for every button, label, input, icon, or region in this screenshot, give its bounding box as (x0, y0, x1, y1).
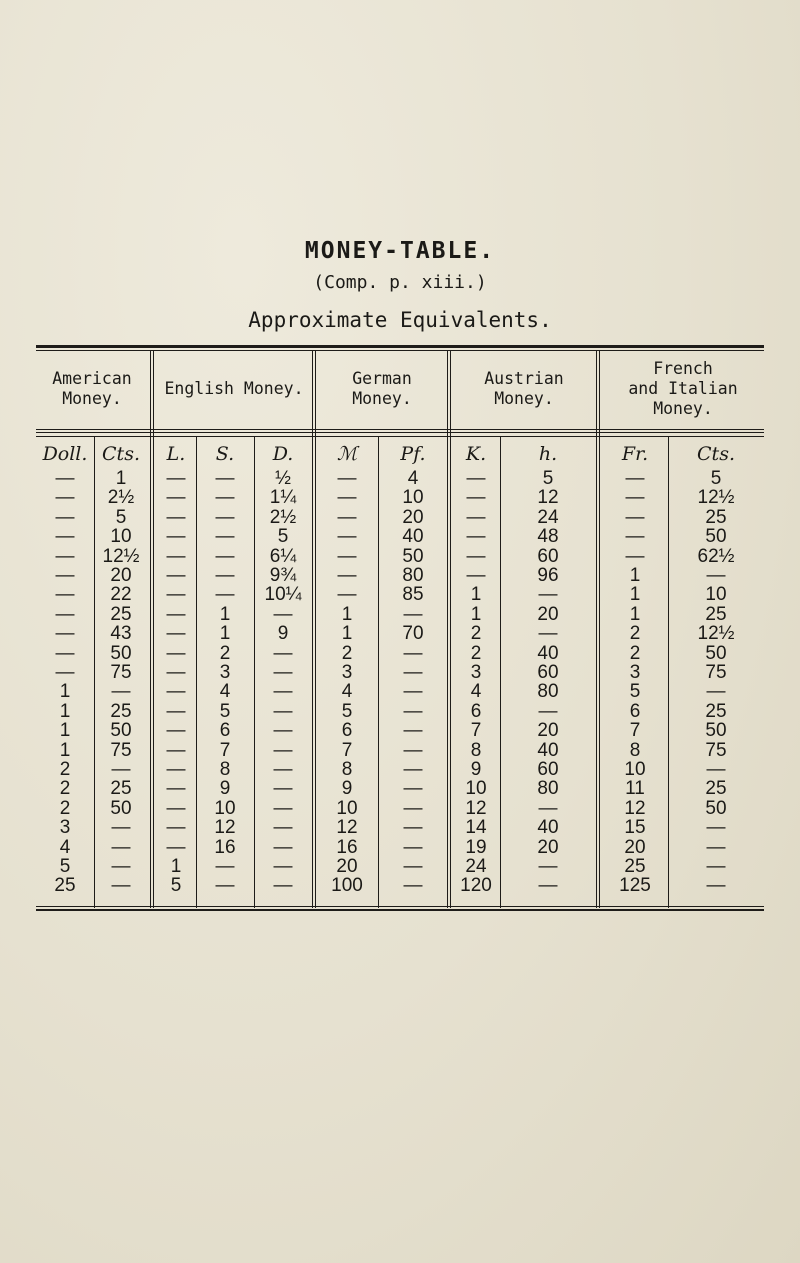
table-cell: — (466, 506, 486, 528)
table-cell: — (166, 565, 186, 586)
table-row (36, 663, 764, 683)
table-cell: 25 (624, 856, 646, 877)
table-rule (36, 345, 764, 348)
table-cell: 5 (710, 468, 722, 489)
table-cell: — (166, 603, 186, 625)
table-cell: 25 (110, 700, 132, 722)
table-cell: 3 (629, 662, 641, 683)
table-rule (36, 350, 764, 351)
table-cell: — (538, 797, 558, 819)
table-cell: — (273, 856, 293, 877)
table-cell: 50 (705, 642, 727, 664)
table-cell: — (273, 603, 293, 625)
table-cell: — (403, 817, 423, 839)
table-cell: — (111, 875, 131, 897)
table-cell: 7 (219, 739, 231, 761)
table-cell: — (273, 739, 293, 761)
table-cell: — (337, 506, 357, 528)
table-cell: 2 (629, 623, 641, 645)
table-cell: 25 (110, 778, 132, 800)
table-cell: 100 (331, 875, 363, 897)
table-cell: 80 (537, 681, 559, 703)
table-cell: — (166, 584, 186, 606)
table-cell: — (273, 662, 293, 683)
table-cell: 25 (705, 700, 727, 722)
table-cell: — (403, 603, 423, 625)
table-cell: 9 (341, 778, 353, 800)
table-cell: — (273, 681, 293, 703)
table-cell: 9 (470, 759, 482, 780)
table-cell: 7 (629, 720, 641, 742)
table-cell: 43 (110, 623, 132, 645)
column-header: K. (465, 443, 487, 465)
table-cell: 80 (537, 778, 559, 800)
table-cell: — (625, 468, 645, 489)
table-cell: — (403, 642, 423, 664)
table-cell: — (166, 797, 186, 819)
table-cell: — (466, 468, 486, 489)
table-cell: 10¼ (264, 584, 302, 606)
table-cell: — (466, 526, 486, 548)
table-row (36, 779, 764, 799)
table-cell: 1 (59, 700, 71, 722)
table-cell: — (111, 681, 131, 703)
table-cell: — (403, 739, 423, 761)
table-cell: 1 (115, 468, 127, 489)
table-row (36, 876, 764, 896)
table-cell: 2 (470, 623, 482, 645)
table-cell: — (403, 700, 423, 722)
table-cell: 1 (59, 739, 71, 761)
column-header: Cts. (102, 443, 140, 465)
table-cell: — (403, 778, 423, 800)
table-row (36, 799, 764, 819)
table-cell: — (166, 681, 186, 703)
table-cell: 8 (629, 739, 641, 761)
table-cell: 7 (341, 739, 353, 761)
table-cell: 1 (341, 603, 353, 625)
table-cell: 12 (537, 487, 559, 509)
table-cell: 2 (59, 797, 71, 819)
table-cell: 20 (537, 720, 559, 742)
table-cell: — (215, 506, 235, 528)
currency-group-header: American Money. (52, 369, 132, 408)
table-cell: 6¼ (269, 545, 297, 567)
table-cell: 25 (54, 875, 76, 897)
table-cell: 20 (402, 506, 424, 528)
currency-group-header: French and Italian Money. (628, 359, 738, 418)
table-cell: 1 (170, 856, 182, 877)
table-cell: 12 (624, 797, 646, 819)
table-cell: — (337, 487, 357, 509)
table-cell: — (215, 565, 235, 586)
table-cell: 50 (705, 526, 727, 548)
table-cell: 8 (341, 759, 353, 780)
table-cell: — (625, 526, 645, 548)
table-cell: — (337, 584, 357, 606)
table-cell: — (55, 584, 75, 606)
table-cell: 2½ (107, 487, 135, 509)
table-cell: 5 (629, 681, 641, 703)
table-cell: 10 (110, 526, 132, 548)
table-cell: 96 (537, 565, 559, 586)
table-cell: — (273, 817, 293, 839)
currency-group-header: English Money. (164, 379, 304, 398)
table-cell: 10 (214, 797, 236, 819)
table-cell: — (538, 584, 558, 606)
table-cell: 2 (59, 778, 71, 800)
table-cell: 5 (170, 875, 182, 897)
table-row (36, 566, 764, 586)
column-header: Fr. (621, 443, 649, 465)
table-cell: 14 (465, 817, 487, 839)
table-cell: — (403, 797, 423, 819)
table-cell: 3 (219, 662, 231, 683)
page-title: MONEY-TABLE. (304, 238, 496, 264)
table-row (36, 527, 764, 547)
table-cell: 10 (624, 759, 646, 780)
table-cell: — (55, 662, 75, 683)
table-cell: 60 (537, 545, 559, 567)
table-cell: 11 (625, 778, 645, 800)
table-cell: — (166, 487, 186, 509)
table-cell: — (166, 506, 186, 528)
table-cell: 25 (705, 506, 727, 528)
table-cell: — (111, 836, 131, 858)
table-cell: 6 (470, 700, 482, 722)
table-cell: 60 (537, 759, 559, 780)
table-cell: — (215, 545, 235, 567)
table-cell: 4 (470, 681, 482, 703)
table-cell: — (466, 545, 486, 567)
table-cell: — (166, 817, 186, 839)
table-cell: — (166, 759, 186, 780)
table-cell: 5 (219, 700, 231, 722)
table-cell: — (166, 720, 186, 742)
table-cell: — (337, 545, 357, 567)
table-cell: — (166, 545, 186, 567)
page-subtitle: (Comp. p. xiii.) (313, 272, 487, 293)
table-cell: 2 (341, 642, 353, 664)
table-cell: — (403, 856, 423, 877)
table-cell: — (55, 565, 75, 586)
table-cell: 2 (59, 759, 71, 780)
table-cell: 19 (465, 836, 487, 858)
table-cell: — (166, 662, 186, 683)
table-cell: 5 (341, 700, 353, 722)
table-cell: — (55, 468, 75, 489)
table-cell: 48 (537, 526, 559, 548)
table-cell: — (273, 836, 293, 858)
table-cell: 1 (59, 681, 71, 703)
table-cell: 70 (402, 623, 424, 645)
table-cell: 10 (336, 797, 358, 819)
table-row (36, 605, 764, 625)
table-cell: — (111, 856, 131, 877)
table-cell: — (55, 623, 75, 645)
table-cell: 40 (402, 526, 424, 548)
table-cell: — (337, 526, 357, 548)
table-cell: 1 (59, 720, 71, 742)
table-cell: 4 (341, 681, 353, 703)
table-row (36, 488, 764, 508)
table-cell: — (403, 759, 423, 780)
table-cell: — (706, 565, 726, 586)
table-cell: 10 (402, 487, 424, 509)
table-cell: 20 (336, 856, 358, 877)
table-cell: 75 (705, 662, 727, 683)
table-cell: 15 (624, 817, 646, 839)
table-cell: — (273, 778, 293, 800)
table-cell: 75 (110, 662, 132, 683)
column-header: D. (272, 443, 294, 465)
table-cell: — (215, 875, 235, 897)
table-cell: — (538, 700, 558, 722)
table-row (36, 741, 764, 761)
table-cell: — (403, 875, 423, 897)
table-cell: 5 (542, 468, 554, 489)
table-cell: — (55, 642, 75, 664)
table-cell: 10 (465, 778, 487, 800)
table-cell: — (625, 506, 645, 528)
table-cell: — (55, 545, 75, 567)
table-cell: — (166, 623, 186, 645)
table-cell: — (466, 565, 486, 586)
table-cell: 1 (470, 603, 482, 625)
table-cell: — (215, 487, 235, 509)
currency-group-header: German Money. (352, 369, 412, 408)
table-cell: 12½ (697, 487, 735, 509)
table-cell: 4 (219, 681, 231, 703)
table-cell: — (337, 565, 357, 586)
table-cell: 1 (629, 565, 641, 586)
table-cell: ½ (275, 468, 291, 489)
table-cell: 8 (219, 759, 231, 780)
table-cell: — (166, 739, 186, 761)
currency-group-header: Austrian Money. (484, 369, 564, 408)
column-header: S. (215, 443, 235, 465)
table-cell: 7 (470, 720, 482, 742)
table-cell: 50 (705, 720, 727, 742)
table-cell: — (55, 506, 75, 528)
table-cell: 9 (277, 623, 289, 645)
table-cell: 85 (402, 584, 424, 606)
table-rule (36, 906, 764, 907)
table-cell: — (273, 720, 293, 742)
table-cell: 1¼ (269, 487, 297, 509)
table-cell: — (55, 526, 75, 548)
table-row (36, 838, 764, 858)
table-row (36, 702, 764, 722)
table-cell: 125 (619, 875, 651, 897)
table-cell: 20 (110, 565, 132, 586)
column-header: Doll. (42, 443, 88, 465)
table-cell: 1 (219, 623, 231, 645)
table-cell: — (706, 681, 726, 703)
table-cell: — (403, 720, 423, 742)
table-cell: 25 (705, 778, 727, 800)
table-cell: 16 (214, 836, 236, 858)
table-cell: — (403, 662, 423, 683)
table-cell: 12½ (102, 545, 140, 567)
table-cell: 1 (341, 623, 353, 645)
column-header: Cts. (697, 443, 735, 465)
column-header: h. (538, 443, 558, 465)
table-cell: — (538, 856, 558, 877)
table-cell: — (55, 487, 75, 509)
table-cell: 20 (537, 603, 559, 625)
table-cell: 8 (470, 739, 482, 761)
table-cell: 24 (465, 856, 487, 877)
table-cell: 60 (537, 662, 559, 683)
table-cell: 50 (110, 642, 132, 664)
table-cell: 75 (110, 739, 132, 761)
table-cell: 5 (277, 526, 289, 548)
table-cell: — (273, 875, 293, 897)
table-row (36, 585, 764, 605)
table-cell: — (215, 856, 235, 877)
table-cell: 5 (59, 856, 71, 877)
table-cell: 2 (470, 642, 482, 664)
table-cell: 4 (407, 468, 419, 489)
table-cell: 40 (537, 642, 559, 664)
table-cell: 20 (537, 836, 559, 858)
table-row (36, 508, 764, 528)
table-cell: 25 (110, 603, 132, 625)
column-header: ℳ (336, 443, 358, 465)
table-cell: — (466, 487, 486, 509)
table-cell: — (706, 759, 726, 780)
table-cell: 16 (336, 836, 358, 858)
table-cell: — (166, 700, 186, 722)
table-cell: — (706, 856, 726, 877)
table-cell: 12½ (697, 623, 735, 645)
table-cell: 12 (465, 797, 487, 819)
table-cell: 24 (537, 506, 559, 528)
table-rule (36, 429, 764, 430)
table-cell: — (706, 817, 726, 839)
table-cell: 6 (219, 720, 231, 742)
table-caption: Approximate Equivalents. (248, 308, 552, 332)
table-cell: 10 (705, 584, 727, 606)
table-cell: — (111, 759, 131, 780)
table-cell: — (625, 487, 645, 509)
table-cell: 2 (219, 642, 231, 664)
table-cell: — (166, 468, 186, 489)
table-cell: — (706, 875, 726, 897)
table-cell: 3 (341, 662, 353, 683)
table-row (36, 644, 764, 664)
table-cell: 3 (470, 662, 482, 683)
table-cell: — (538, 623, 558, 645)
table-cell: — (273, 759, 293, 780)
table-cell: 50 (402, 545, 424, 567)
table-cell: 25 (705, 603, 727, 625)
table-row (36, 818, 764, 838)
table-cell: 40 (537, 739, 559, 761)
table-rule (36, 436, 764, 437)
table-cell: 22 (110, 584, 132, 606)
table-rule (36, 909, 764, 911)
table-cell: — (273, 642, 293, 664)
table-cell: — (215, 468, 235, 489)
column-header: Pf. (400, 443, 426, 465)
table-cell: 9 (219, 778, 231, 800)
table-cell: 50 (110, 797, 132, 819)
table-cell: — (215, 526, 235, 548)
table-cell: 1 (629, 584, 641, 606)
table-cell: — (111, 817, 131, 839)
table-cell: 2½ (269, 506, 297, 528)
table-cell: — (166, 778, 186, 800)
table-cell: 1 (219, 603, 231, 625)
table-cell: 6 (629, 700, 641, 722)
table-cell: 50 (705, 797, 727, 819)
table-cell: — (538, 875, 558, 897)
table-cell: — (403, 681, 423, 703)
table-cell: — (166, 836, 186, 858)
table-cell: — (273, 700, 293, 722)
table-cell: 40 (537, 817, 559, 839)
table-cell: — (625, 545, 645, 567)
table-cell: 4 (59, 836, 71, 858)
table-cell: 9¾ (269, 565, 297, 586)
table-rule (36, 432, 764, 433)
table-cell: 5 (115, 506, 127, 528)
table-cell: 6 (341, 720, 353, 742)
table-cell: — (273, 797, 293, 819)
table-row (36, 721, 764, 741)
table-cell: 62½ (697, 545, 735, 567)
table-cell: 12 (214, 817, 236, 839)
table-cell: 50 (110, 720, 132, 742)
table-row (36, 682, 764, 702)
table-cell: 3 (59, 817, 71, 839)
table-cell: — (215, 584, 235, 606)
table-cell: — (166, 642, 186, 664)
table-row (36, 760, 764, 780)
table-cell: 80 (402, 565, 424, 586)
table-row (36, 624, 764, 644)
table-cell: 12 (336, 817, 358, 839)
table-row (36, 547, 764, 567)
table-cell: — (55, 603, 75, 625)
table-cell: — (337, 468, 357, 489)
table-row (36, 857, 764, 877)
table-cell: 2 (629, 642, 641, 664)
table-row (36, 469, 764, 489)
table-cell: — (166, 526, 186, 548)
table-cell: 75 (705, 739, 727, 761)
column-header: L. (166, 443, 186, 465)
table-cell: — (706, 836, 726, 858)
table-cell: 1 (470, 584, 482, 606)
table-cell: 1 (629, 603, 641, 625)
table-cell: 20 (624, 836, 646, 858)
table-cell: — (403, 836, 423, 858)
money-table (36, 345, 764, 911)
table-cell: 120 (460, 875, 492, 897)
